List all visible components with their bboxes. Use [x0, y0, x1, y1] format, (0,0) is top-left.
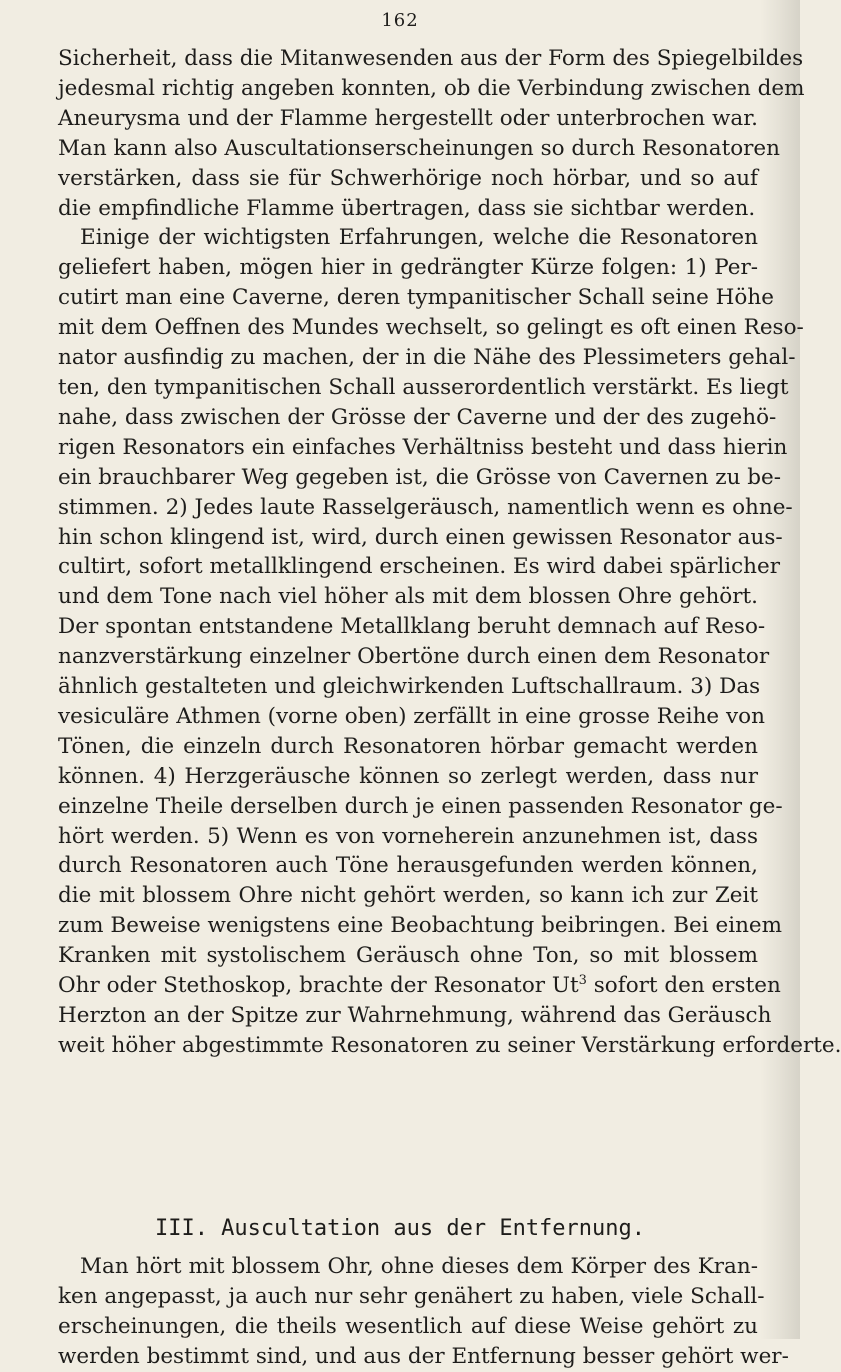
text-line: nator ausfindig zu machen, der in die Nähe des Plessimeters gehal- — [58, 345, 796, 371]
text-line: ken angepasst, ja auch nur sehr genähert zu haben, viele Schall- — [58, 1283, 765, 1309]
text-line-with-superscript — [58, 971, 781, 1001]
text-line: hört werden. 5) Wenn es von vorneherein anzunehmen ist, dass — [58, 823, 758, 849]
text-line: Man hört mit blossem Ohr, ohne dieses dem Körper des Kran- — [80, 1254, 758, 1279]
text-line: cutirt man eine Caverne, deren tympanitischer Schall seine Höhe — [58, 285, 774, 311]
text-line: die mit blossem Ohre nicht gehört werden, so kann ich zur Zeit — [58, 883, 758, 909]
text-line: nanzverstärkung einzelner Obertöne durch einen dem Resonator — [58, 644, 770, 670]
body-text-lower — [58, 1252, 789, 1372]
text-line: und dem Tone nach viel höher als mit dem blossen Ohre gehört. — [58, 584, 758, 610]
text-line: erscheinungen, die theils wesentlich auf diese Weise gehört zu — [58, 1313, 758, 1339]
text-line: Kranken mit systolischem Geräusch ohne Ton, so mit blossem — [58, 943, 758, 969]
text-line: nahe, dass zwischen der Grösse der Caverne und der des zugehö- — [58, 404, 777, 430]
text-line: jedesmal richtig angeben konnten, ob die Verbindung zwischen dem — [58, 75, 805, 101]
text-line: Der spontan entstandene Metallklang beruht demnach auf Reso- — [58, 614, 766, 640]
text-line: ähnlich gestalteten und gleichwirkenden Luftschallraum. 3) Das — [58, 674, 761, 700]
text-line-tail: sofort den ersten — [586, 973, 781, 999]
text-line: Sicherheit, dass die Mitanwesenden aus der Form des Spiegelbildes — [58, 46, 804, 71]
text-line: können. 4) Herzgeräusche können so zerlegt werden, dass nur — [58, 763, 758, 789]
section-heading: III. Auscultation aus der Entfernung. — [154, 1216, 646, 1241]
text-line: Einige der wichtigsten Erfahrungen, welche die Resonatoren — [80, 225, 758, 251]
text-line: einzelne Theile derselben durch je einen passenden Resonator ge- — [58, 793, 783, 819]
text-line: vesiculäre Athmen (vorne oben) zerfällt in eine grosse Reihe von — [58, 703, 765, 729]
text-line: verstärken, dass sie für Schwerhörige noch hörbar, und so auf — [58, 165, 758, 191]
text-line: zum Beweise wenigstens eine Beobachtung beibringen. Bei einem — [58, 913, 783, 939]
text-line: werden bestimmt sind, und aus der Entfernung besser gehört wer- — [58, 1343, 789, 1369]
body-text-upper — [58, 44, 841, 1061]
text-line: ein brauchbarer Weg gegeben ist, die Grösse von Cavernen zu be- — [58, 464, 782, 490]
text-line-head: Ohr oder Stethoskop, brachte der Resonator Ut — [58, 973, 579, 999]
superscript: 3 — [578, 972, 587, 988]
text-line: weit höher abgestimmte Resonatoren zu seiner Verstärkung erforderte. — [58, 1032, 841, 1058]
text-line: cultirt, sofort metallklingend erscheinen. Es wird dabei spärlicher — [58, 554, 781, 580]
text-line: durch Resonatoren auch Töne herausgefunden werden können, — [58, 853, 758, 879]
text-line: Man kann also Auscultationserscheinungen so durch Resonatoren — [58, 135, 781, 161]
text-line: mit dem Oeffnen des Mundes wechselt, so gelingt es oft einen Reso- — [58, 315, 804, 341]
text-line: hin schon klingend ist, wird, durch einen gewissen Resonator aus- — [58, 524, 783, 550]
text-line: Herzton an der Spitze zur Wahrnehmung, während das Geräusch — [58, 1003, 772, 1028]
text-line: die empfindliche Flamme übertragen, dass sie sichtbar werden. — [58, 195, 756, 221]
text-line: rigen Resonators ein einfaches Verhältniss besteht und dass hierin — [58, 434, 788, 460]
text-line: Tönen, die einzeln durch Resonatoren hörbar gemacht werden — [58, 733, 758, 759]
text-line: stimmen. 2) Jedes laute Rasselgeräusch, namentlich wenn es ohne- — [58, 494, 793, 520]
text-line: Aneurysma und der Flamme hergestellt oder unterbrochen war. — [58, 105, 758, 131]
text-line: ten, den tympanitischen Schall ausserordentlich verstärkt. Es liegt — [58, 374, 789, 400]
text-line: geliefert haben, mögen hier in gedrängter Kürze folgen: 1) Per- — [58, 255, 758, 281]
page-number: 162 — [381, 10, 419, 31]
